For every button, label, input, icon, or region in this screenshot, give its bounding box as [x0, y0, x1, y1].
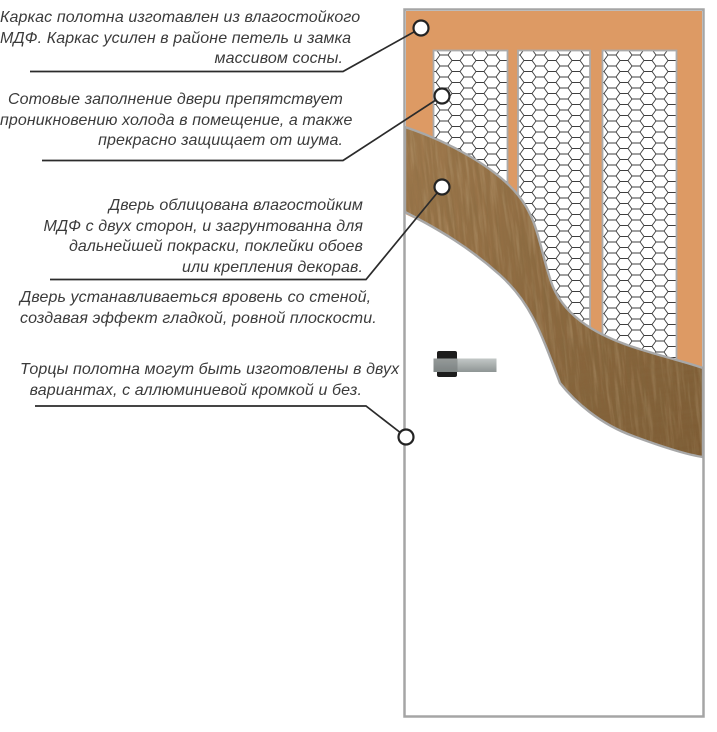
callout-note-edges: Торцы полотна могут быть изготовлены в двух вариантах, с аллюминиевой кромкой и без. [20, 361, 400, 399]
callout-note-flush: Дверь устанавливаеться вровень со стеной, создавая эффект гладкой, ровной плоскости. [20, 289, 377, 327]
handle-lever-shadow [434, 359, 458, 373]
callout-note-frame: Каркас полотна изготавлен из влагостойкого МДФ. Каркас усилен в районе петель и замка массивом сосны. [0, 9, 361, 67]
callout-marker-facing [435, 180, 450, 195]
door-panel [372, 10, 717, 719]
leader-line-edges [35, 406, 406, 437]
callout-marker-frame [414, 21, 429, 36]
callout-marker-edges [399, 430, 414, 445]
callout-marker-honeycomb [435, 89, 450, 104]
callout-note-facing: Дверь облицована влагостойким МДФ с двух сторон, и загрунтованна для дальнейшей покраски, поклейки обоев или крепления декорав. [43, 197, 363, 276]
callout-note-honeycomb: Сотовые заполнение двери препятствует проникновению холода в помещение, а также прекрасно защищает от шума. [0, 91, 353, 149]
